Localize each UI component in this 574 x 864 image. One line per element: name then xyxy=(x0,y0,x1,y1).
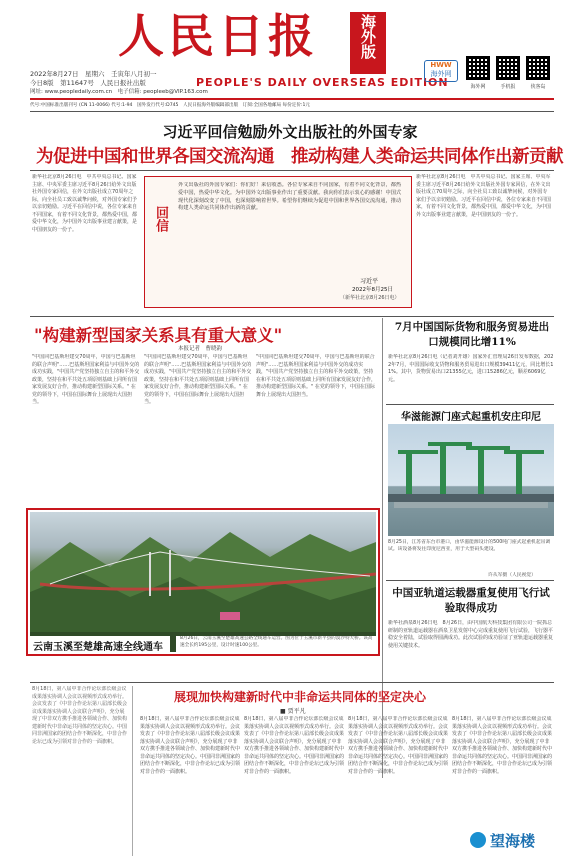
bridge-illustration xyxy=(30,512,376,652)
trade-body: 新华社北京8月26日电（记者刘开雄）国家外汇管理局26日发布数据，2022年7月，中国国际收支货物和服务贸易进出口规模39411亿元，同比增长11%。其中，货物贸易出口21355亿元，进口15286亿元，顺差6069亿元。 xyxy=(388,354,554,383)
footer-brand: 望海楼 xyxy=(490,832,536,850)
bridge-photo xyxy=(30,512,376,652)
column-divider xyxy=(382,318,383,778)
info-bar: 代号:中国标准出版刊号 (CN 11-0066) 代号:1-94 国外发行代号:D745 人民日报海外版编辑部出版 订阅:全国各地邮局 每份定价:1元 xyxy=(30,103,310,108)
date-line: 2022年8月27日 星期六 壬寅年八月初一 xyxy=(30,70,157,78)
bottom-byline: ■ 贾平凡 xyxy=(280,708,306,715)
commentary-headline: "构建新型国家关系具有重大意义" xyxy=(34,326,283,345)
section-rule-3 xyxy=(386,580,554,581)
bottom-col-3: 8月18日，第八届中非合作论坛部长级会议成果落实协调人会议以视频形式成功举行。会议发表了《中非合作论坛第八届部长级会议成果落实协调人会议联合声明》，充分展现了中非双方携手推进各领域合作、加快构建新时代中非命运共同体的坚定决心。中国同非洲国家的团结合作不断深化，中非合作论坛已成为引领对非合作的一面旗帜。 xyxy=(348,716,448,775)
qr-code-2[interactable] xyxy=(496,56,520,80)
crane-caption: 8月25日，江苏省东台市港口，由华滋能源设计的500吨门座式起重机起吊调试。该设备将发往印度尼西亚，用于大型码头建设。 xyxy=(388,540,551,552)
letter-source: （新华社北京8月26日电） xyxy=(340,295,400,301)
section-rule-2 xyxy=(386,404,554,405)
photo-title: 云南玉溪至楚雄高速全线通车 xyxy=(33,642,163,653)
globe-icon xyxy=(470,832,486,848)
bottom-headline: 展现加快构建新时代中非命运共同体的坚定决心 xyxy=(173,690,426,704)
commentary-col-1: "中国同巴基斯坦建交70周年，中国与巴基斯坦的联合声明"……巴基斯坦国家利益与中国外交的成功实践，"中国共产党坚持独立自主的和平外交政策，坚持在和平共处五项原则基础上同所有国家发展友好合作，推动构建新型国际关系。" 在党的领导下，中国在国际舞台上展现出大国担当。 xyxy=(32,354,140,405)
commentary-col-2: "中国同巴基斯坦建交70周年，中国与巴基斯坦的联合声明"……巴基斯坦国家利益与中国外交的成功实践，"中国共产党坚持独立自主的和平外交政策，坚持在和平共处五项原则基础上同所有国家发展友好合作，推动构建新型国际关系。" 在党的领导下，中国在国际舞台上展现出大国担当。 xyxy=(144,354,252,405)
bottom-divider xyxy=(132,686,133,856)
lead-kicker: 习近平回信勉励外文出版社的外国专家 xyxy=(162,123,418,141)
commentary-byline: 本报记者 曹晓韵 xyxy=(178,346,223,352)
qr-label-3: 侠客岛 xyxy=(530,84,546,90)
qr-code-3[interactable] xyxy=(526,56,550,80)
trade-headline: 7月中国国际货物和服务贸易进出口规模同比增11% xyxy=(394,321,550,348)
edition-box-label: 海外版 xyxy=(359,14,377,59)
lead-body-right: 新华社北京8月26日电 中共中央总书记、国家主席、中央军委主席习近平8月26日给外文出版社外国专家回信，在外文出版社成立70周年之际，向全社员工致以诚挚问候，对外国专家们予以亲切勉励。习近平在回信中说，各位专家来自不同国家，有着不同文化背景，都热爱中国，都爱中华文化，为中国外文出版事业建言献策，是中国朋友的一份子。 xyxy=(416,174,552,218)
letter-label: 回信 xyxy=(153,206,168,232)
section-rule-1 xyxy=(30,316,554,317)
lead-headline: 为促进中国和世界各国交流沟通 推动构建人类命运共同体作出新贡献 xyxy=(36,147,563,167)
masthead-rule xyxy=(30,98,554,100)
masthead-english: PEOPLE'S DAILY OVERSEAS EDITION xyxy=(196,76,449,89)
crane-headline: 华滋能源门座式起重机安庄印尼 xyxy=(401,412,541,423)
hww-logo xyxy=(424,60,458,82)
bottom-col-1: 8月18日，第八届中非合作论坛部长级会议成果落实协调人会议以视频形式成功举行。会议发表了《中非合作论坛第八届部长级会议成果落实协调人会议联合声明》，充分展现了中非双方携手推进各领域合作、加快构建新时代中非命运共同体的坚定决心。中国同非洲国家的团结合作不断深化，中非合作论坛已成为引领对非合作的一面旗帜。 xyxy=(140,716,240,775)
suborbital-body: 新华社酒泉8月26日电 8月26日，由中国航天科技集团有限公司一院抓总研制的亚轨道运载器在酒泉卫星发射中心完成重复使用飞行试验，飞行器平稳安全着陆，试验取得圆满成功。此次试验的成功验证了亚轨道运载器重复使用关键技术。 xyxy=(388,620,554,649)
footer-brand-box xyxy=(470,828,554,854)
hww-logo-abbr: HWW xyxy=(430,61,452,69)
crane-illustration xyxy=(388,424,554,536)
section-rule-4 xyxy=(30,682,554,683)
qr-label-2: 手机报 xyxy=(500,84,516,90)
lead-rule xyxy=(30,170,554,171)
bottom-left-col: 8月18日，第八届中非合作论坛部长级会议成果落实协调人会议以视频形式成功举行。会议发表了《中非合作论坛第八届部长级会议成果落实协调人会议联合声明》，充分展现了中非双方携手推进各领域合作、加快构建新时代中非命运共同体的坚定决心。中国同非洲国家的团结合作不断深化，中非合作论坛已成为引领对非合作的一面旗帜。 xyxy=(32,686,128,745)
qr-label-1: 海外网 xyxy=(470,84,486,90)
commentary-col-3: "中国同巴基斯坦建交70周年，中国与巴基斯坦的联合声明"……巴基斯坦国家利益与中国外交的成功实践，"中国共产党坚持独立自主的和平外交政策，坚持在和平共处五项原则基础上同所有国家发展友好合作，推动构建新型国际关系。" 在党的领导下，中国在国际舞台上展现出大国担当。 xyxy=(256,354,376,398)
lead-body-left: 新华社北京8月26日电 中共中央总书记、国家主席、中央军委主席习近平8月26日给外文出版社外国专家回信，在外文出版社成立70周年之际，向全社员工致以诚挚问候，对外国专家们予以亲切勉励。习近平在回信中说，各位专家来自不同国家，有着不同文化背景，都热爱中国，都爱中华文化，为中国外文出版事业建言献策，是中国朋友的一份子。 xyxy=(32,174,138,233)
info-bar-rule xyxy=(30,111,554,112)
qr-code-1[interactable] xyxy=(466,56,490,80)
letter-text: 外文出版社的外国专家们：你们好！来信收悉。各位专家来自不同国家，有着不同文化背景，都热爱中国，热爱中华文化。为中国外文出版事业作出了重要贡献。我向你们表示衷心的感谢！中国式现代化深刻改变了中国，也深刻影响着世界。希望你们继续为促进中国和世界各国交流沟通，推动构建人类命运共同体作出新的贡献。 xyxy=(178,182,402,212)
letter-signature: 习近平 xyxy=(360,278,379,285)
crane-photo xyxy=(388,424,554,536)
masthead-title: 人民日报 xyxy=(118,9,318,63)
crane-credit: 许从军摄（人民视觉） xyxy=(488,573,536,578)
suborbital-headline: 中国亚轨道运载器重复使用飞行试验取得成功 xyxy=(392,587,550,614)
bottom-col-2: 8月18日，第八届中非合作论坛部长级会议成果落实协调人会议以视频形式成功举行。会议发表了《中非合作论坛第八届部长级会议成果落实协调人会议联合声明》，充分展现了中非双方携手推进各领域合作、加快构建新时代中非命运共同体的坚定决心。中国同非洲国家的团结合作不断深化，中非合作论坛已成为引领对非合作的一面旗帜。 xyxy=(244,716,344,775)
issue-line: 今日8版 第11647号 人民日报社出版 xyxy=(30,79,146,87)
letter-date: 2022年8月25日 xyxy=(352,287,393,293)
edition-box xyxy=(350,12,386,74)
bottom-col-4: 8月18日，第八届中非合作论坛部长级会议成果落实协调人会议以视频形式成功举行。会议发表了《中非合作论坛第八届部长级会议成果落实协调人会议联合声明》，充分展现了中非双方携手推进各领域合作、加快构建新时代中非命运共同体的坚定决心。中国同非洲国家的团结合作不断深化，中非合作论坛已成为引领对非合作的一面旗帜。 xyxy=(452,716,553,775)
photo-caption: 8月26日，云南玉溪至楚雄高速公路全线通车运营。图为位于玉溪市新平县的漠沙特大桥。该高速全长约195公里，设计时速100公里。 xyxy=(180,636,373,648)
hww-logo-name: 海外网 xyxy=(430,70,452,78)
website-line: 网址: www.peopledaily.com.cn 电子信箱: peopleeb@VIP.163.com xyxy=(30,89,208,95)
